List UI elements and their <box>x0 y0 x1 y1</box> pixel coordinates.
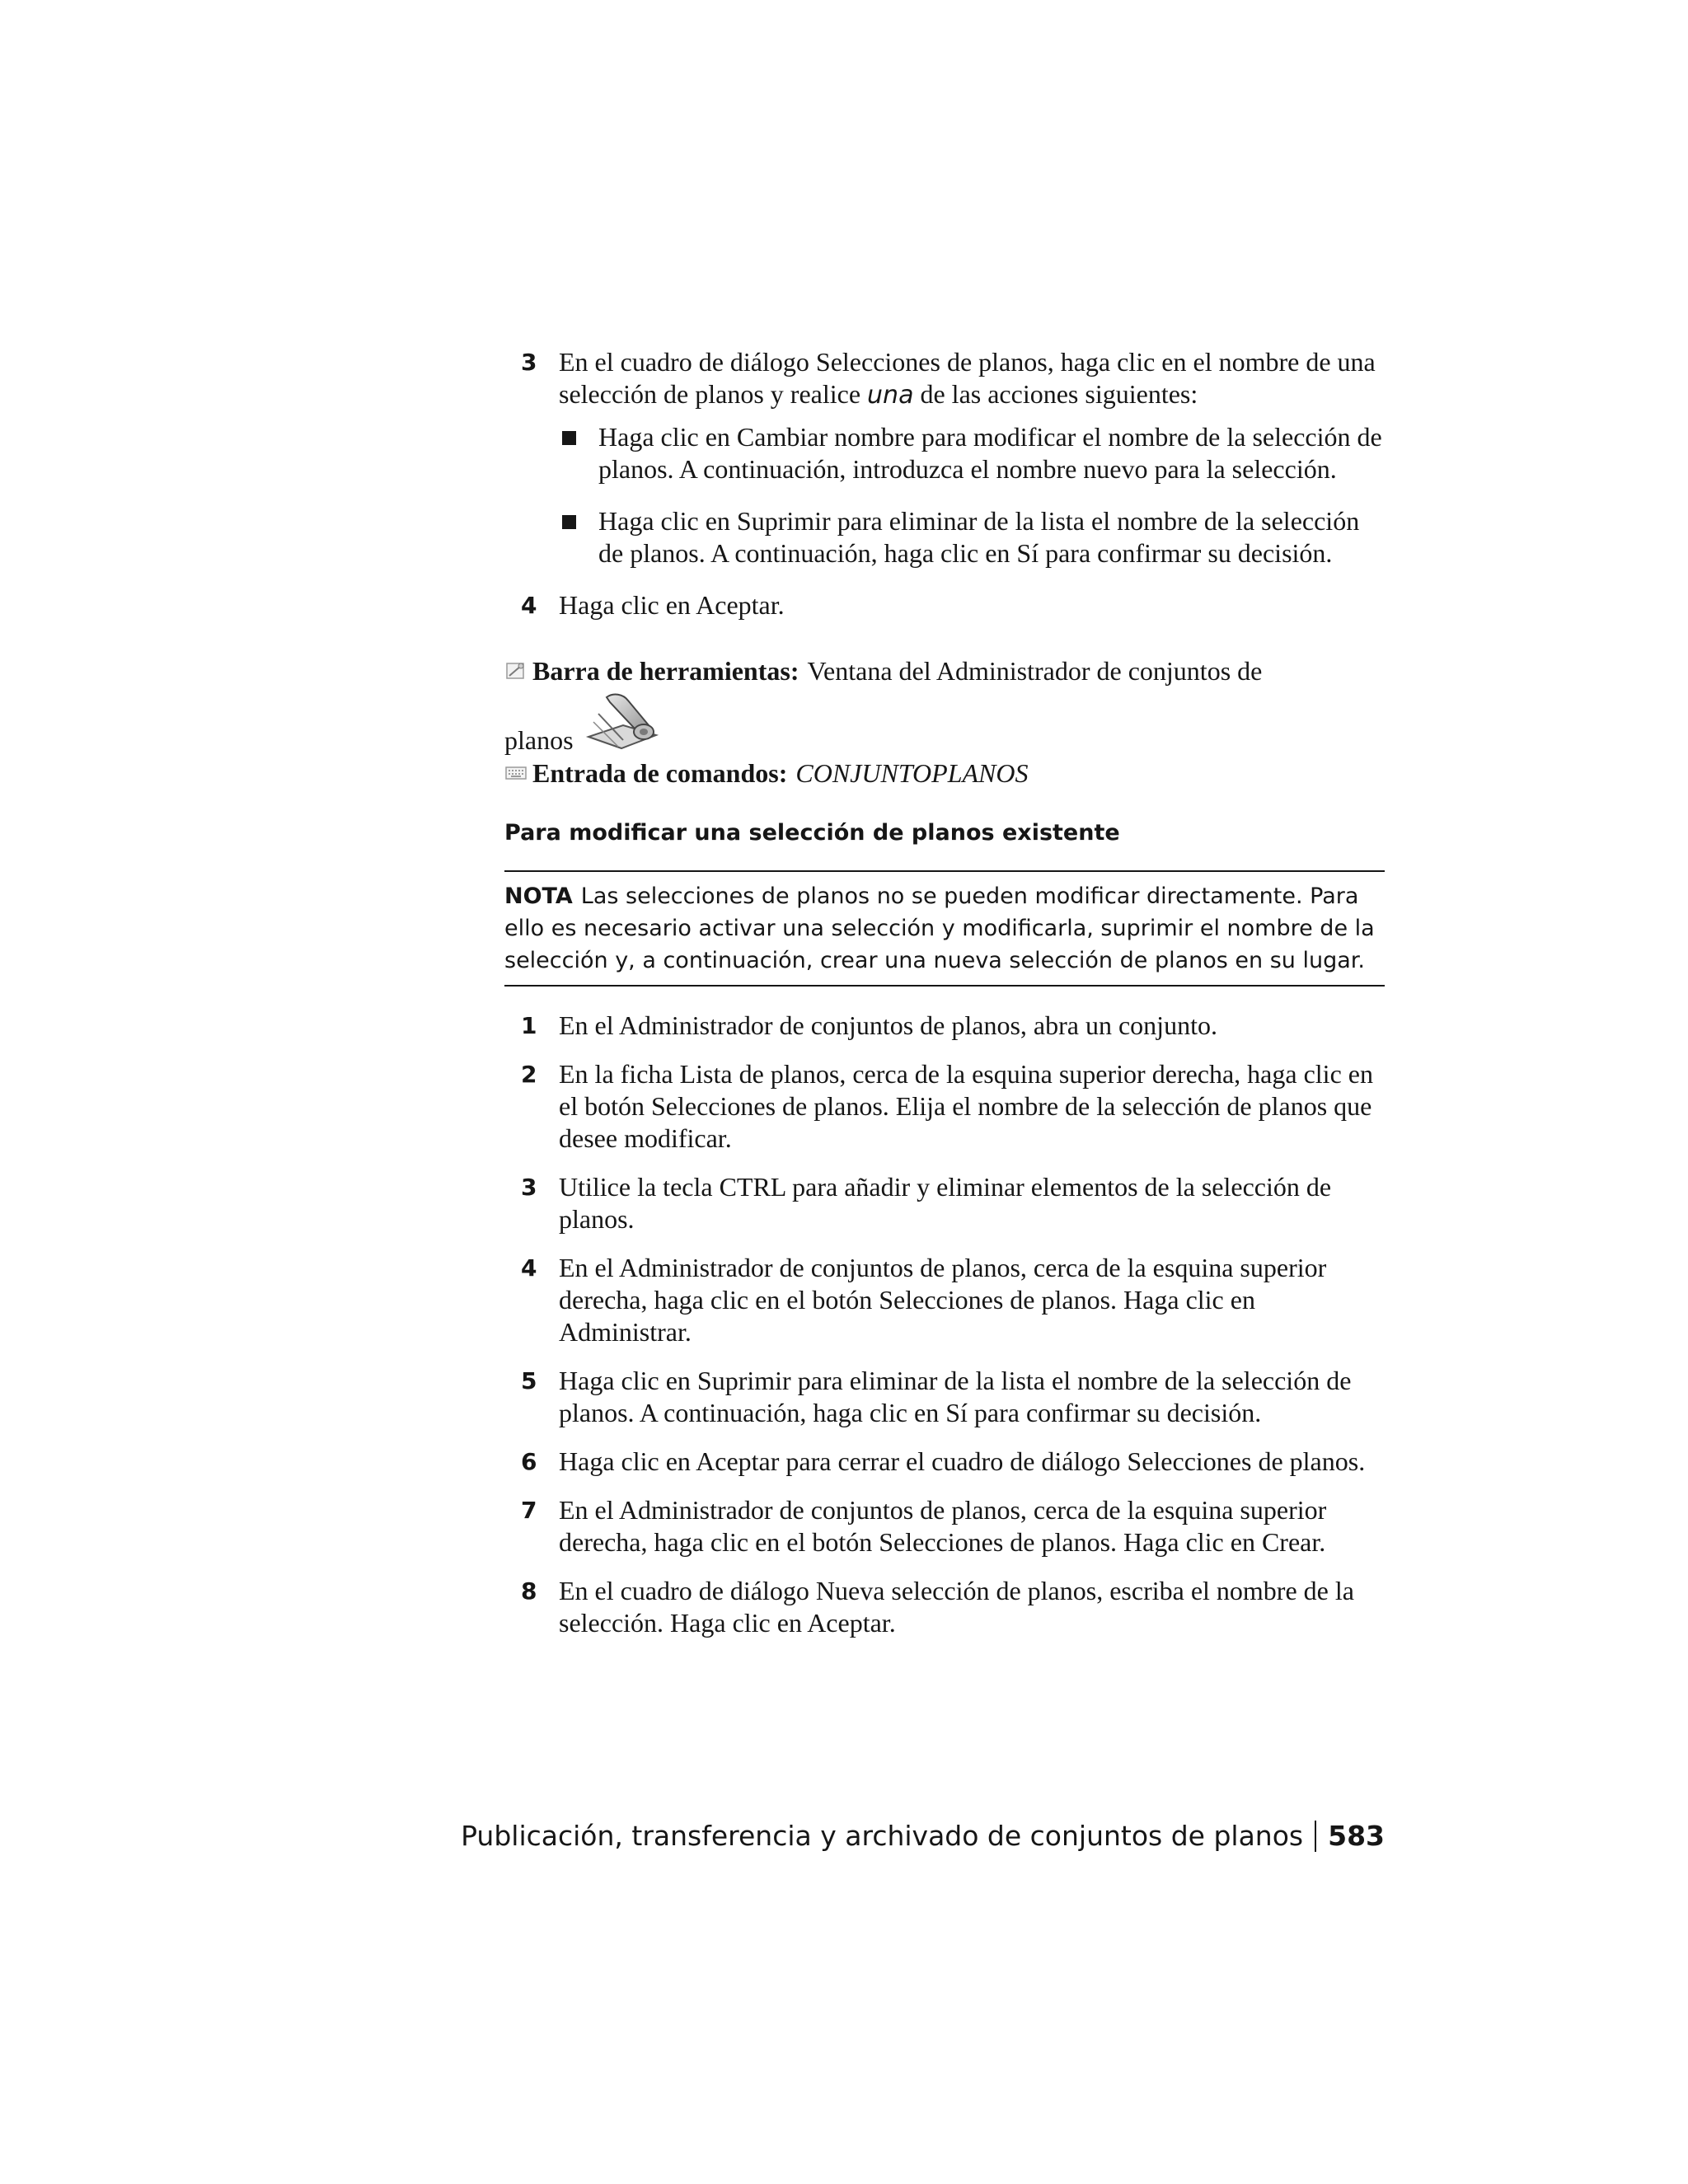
toolbar-value-cont: planos <box>504 725 574 755</box>
page-number: 583 <box>1328 1820 1385 1852</box>
command-access-line <box>504 757 1385 790</box>
command-label: Entrada de comandos: <box>532 758 788 788</box>
toolbar-icon <box>504 659 528 682</box>
bullet-text: Haga clic en Suprimir para eliminar de la lista el nombre de la selección de planos. A continuación, haga clic en Sí para confirmar su decisión. <box>598 506 1360 568</box>
step-number: 2 <box>521 1061 537 1088</box>
list-item <box>504 1446 1385 1478</box>
step-number: 4 <box>521 1254 537 1282</box>
step-text-part: de las acciones siguientes: <box>913 379 1198 409</box>
bullet-list <box>559 421 1385 569</box>
step-3-top <box>504 346 1385 569</box>
note-text: Las selecciones de planos no se pueden modificar directamente. Para ello es necesario activar una selección y modificarla, suprimir el nombre de la selección y, a continuación, crear una nueva selección de planos en su lugar. <box>504 883 1375 973</box>
toolbar-value-continuation <box>504 689 1385 757</box>
keyboard-icon <box>504 762 528 785</box>
page-footer <box>461 1818 1385 1854</box>
step-text-part: En el cuadro de diálogo Selecciones de planos, haga clic en el nombre de una selección de planos y realice <box>559 347 1376 409</box>
footer-title: Publicación, transferencia y archivado de conjuntos de planos <box>461 1820 1304 1852</box>
note-box <box>504 870 1385 987</box>
step-text <box>559 347 1376 409</box>
list-item <box>504 1058 1385 1155</box>
step-text: En la ficha Lista de planos, cerca de la esquina superior derecha, haga clic en el botón Selecciones de planos. Elija el nombre de la selección de planos que desee modificar. <box>559 1059 1373 1153</box>
step-text: Haga clic en Aceptar. <box>559 590 785 620</box>
bullet-item <box>559 505 1385 569</box>
toolbar-value: Ventana del Administrador de conjuntos de <box>807 656 1263 686</box>
bullet-square-icon <box>562 515 576 529</box>
step-number: 5 <box>521 1367 537 1394</box>
step-text: En el Administrador de conjuntos de planos, cerca de la esquina superior derecha, haga clic en el botón Selecciones de planos. Haga clic en Administrar. <box>559 1253 1327 1347</box>
step-text: En el cuadro de diálogo Nueva selección de planos, escriba el nombre de la selección. Haga clic en Aceptar. <box>559 1576 1354 1638</box>
step-text: En el Administrador de conjuntos de planos, cerca de la esquina superior derecha, haga clic en el botón Selecciones de planos. Haga clic en Crear. <box>559 1495 1327 1557</box>
step-number: 1 <box>521 1012 537 1039</box>
step-text: Haga clic en Suprimir para eliminar de la lista el nombre de la selección de planos. A continuación, haga clic en Sí para confirmar su decisión. <box>559 1366 1352 1427</box>
list-item <box>504 1575 1385 1639</box>
list-item <box>504 1171 1385 1235</box>
bullet-square-icon <box>562 431 576 445</box>
step-number: 8 <box>521 1577 537 1605</box>
list-item <box>504 1494 1385 1558</box>
step-number: 3 <box>521 1174 537 1201</box>
command-value: CONJUNTOPLANOS <box>795 758 1029 788</box>
step-text: Utilice la tecla CTRL para añadir y eliminar elementos de la selección de planos. <box>559 1172 1332 1234</box>
steps-list <box>504 1010 1385 1639</box>
step-text: Haga clic en Aceptar para cerrar el cuadro de diálogo Selecciones de planos. <box>559 1446 1366 1476</box>
toolbar-access-line <box>504 654 1385 687</box>
step-text: En el Administrador de conjuntos de planos, abra un conjunto. <box>559 1010 1217 1040</box>
toolbar-label: Barra de herramientas: <box>532 656 799 686</box>
note-label: NOTA <box>504 883 573 909</box>
step-number: 4 <box>521 592 537 619</box>
step-number: 6 <box>521 1448 537 1475</box>
list-item <box>504 1010 1385 1042</box>
bullet-item <box>559 421 1385 485</box>
step-text-emphasis: una <box>867 381 914 410</box>
step-number: 7 <box>521 1497 537 1524</box>
sheet-set-manager-icon <box>582 689 664 755</box>
footer-divider <box>1315 1821 1316 1852</box>
step-4-top <box>504 589 1385 621</box>
step-number: 3 <box>521 349 537 376</box>
list-item <box>504 1365 1385 1429</box>
page-content <box>504 346 1385 1656</box>
list-item <box>504 1252 1385 1348</box>
bullet-text: Haga clic en Cambiar nombre para modificar el nombre de la selección de planos. A continuación, introduzca el nombre nuevo para la selección. <box>598 422 1382 484</box>
section-heading: Para modificar una selección de planos existente <box>504 820 1120 846</box>
